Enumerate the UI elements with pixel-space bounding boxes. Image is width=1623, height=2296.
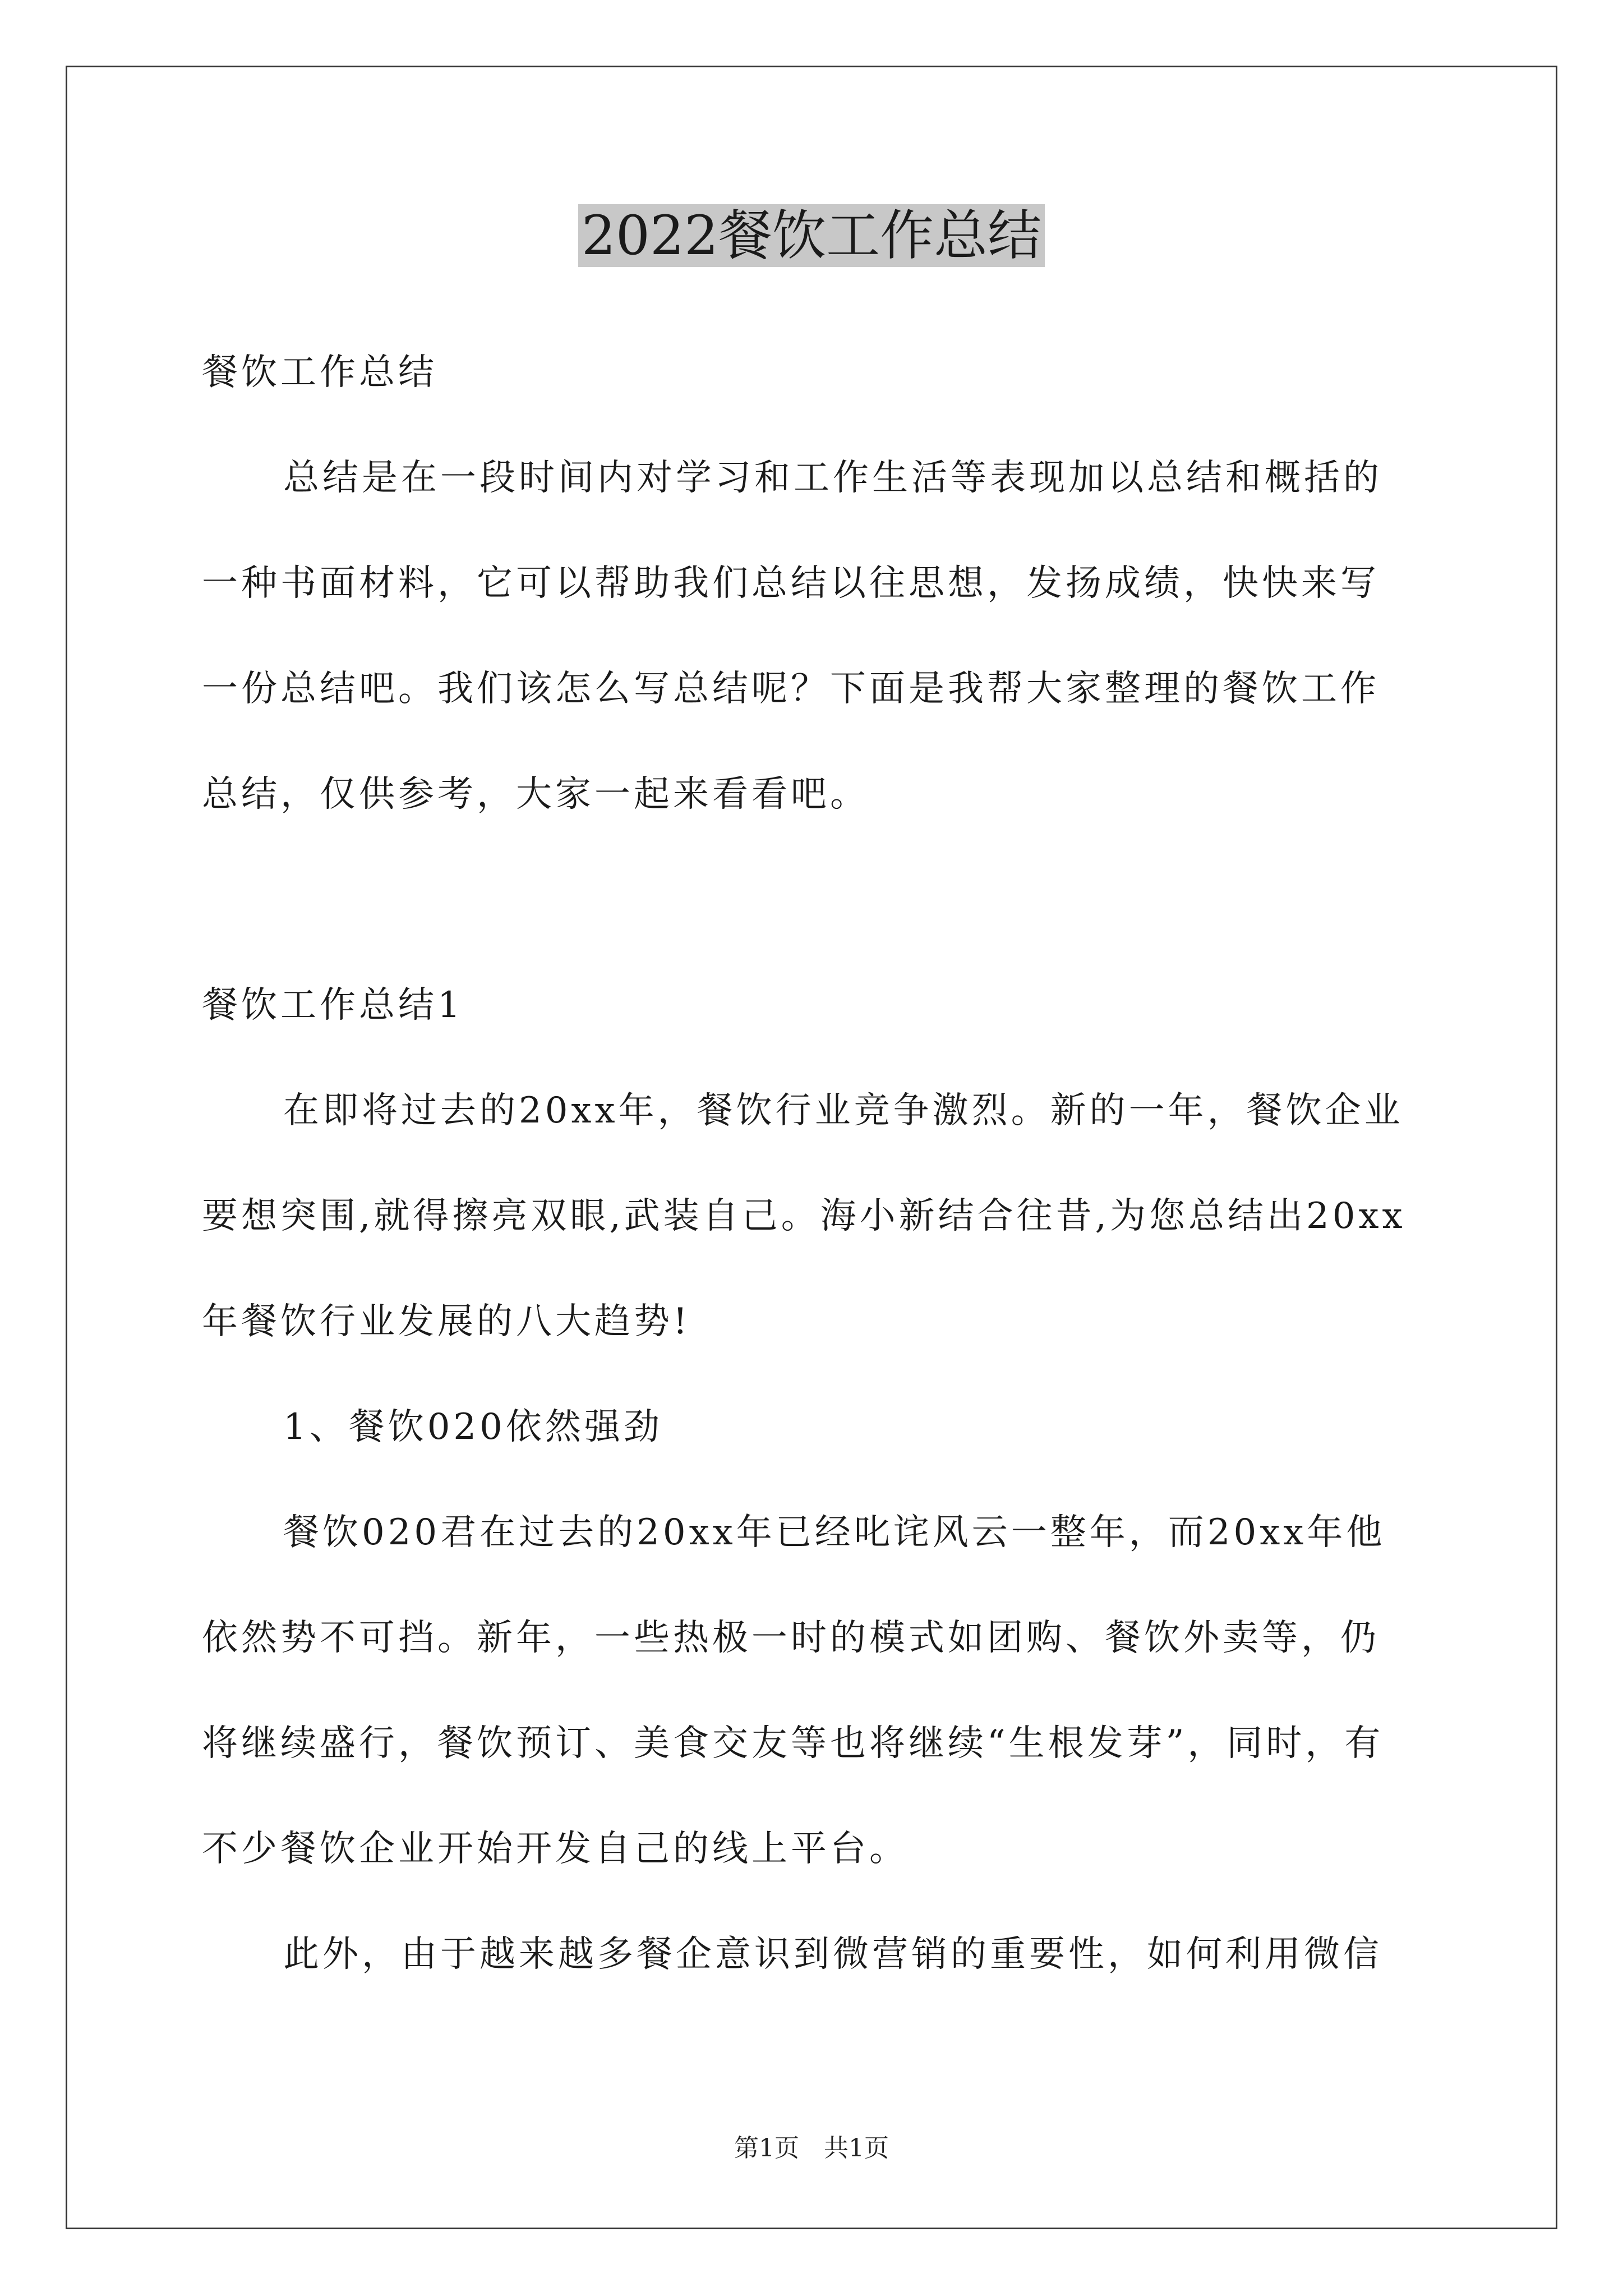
paragraph-line: 要想突围,就得擦亮双眼,武装自己。海小新结合往昔,为您总结出20xx (202, 1195, 1406, 1237)
document-body (202, 320, 1441, 2007)
paragraph-line: 餐饮020君在过去的20xx年已经叱诧风云一整年，而20xx年他 (283, 1512, 1386, 1553)
page-number: 第1页 共1页 (734, 2134, 889, 2162)
paragraph-line: 一种书面材料，它可以帮助我们总结以往思想，发扬成绩，快快来写 (202, 563, 1380, 604)
section-heading: 餐饮工作总结 (202, 352, 437, 393)
paragraph-line: 一份总结吧。我们该怎么写总结呢？下面是我帮大家整理的餐饮工作 (202, 668, 1380, 710)
paragraph-line: 依然势不可挡。新年，一些热极一时的模式如团购、餐饮外卖等，仍 (202, 1617, 1380, 1659)
section-heading: 餐饮工作总结1 (202, 984, 464, 1026)
paragraph-line: 年餐饮行业发展的八大趋势! (202, 1301, 691, 1342)
page-footer (0, 2132, 1623, 2165)
paragraph-line: 在即将过去的20xx年，餐饮行业竞争激烈。新的一年，餐饮企业 (283, 1090, 1404, 1131)
paragraph-line: 总结，仅供参考，大家一起来看看吧。 (202, 774, 869, 815)
paragraph-line: 总结是在一段时间内对学习和工作生活等表现加以总结和概括的 (283, 457, 1382, 499)
title-text: 2022餐饮工作总结 (578, 204, 1045, 267)
list-heading: 1、餐饮020依然强劲 (283, 1406, 663, 1448)
spacer (202, 847, 1441, 953)
paragraph-line: 不少餐饮企业开始开发自己的线上平台。 (202, 1828, 909, 1870)
paragraph-line: 此外，由于越来越多餐企意识到微营销的重要性，如何利用微信 (283, 1934, 1382, 1975)
document-title (0, 202, 1623, 269)
paragraph-line: 将继续盛行，餐饮预订、美食交友等也将继续“生根发芽”，同时，有 (202, 1723, 1384, 1764)
